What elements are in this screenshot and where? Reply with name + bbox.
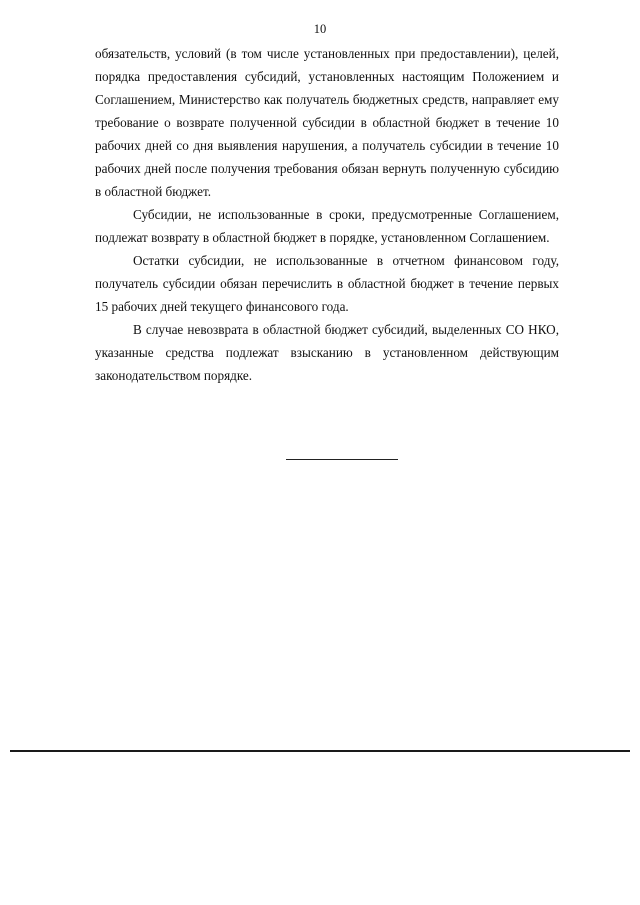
scan-edge-line — [10, 750, 630, 752]
paragraph-non-return: В случае невозврата в областной бюджет субсидий, выделенных СО НКО, указанные средства подлежат взысканию в установленном действующим законодательством порядке. — [95, 322, 559, 383]
paragraph-subsidy-remainders: Остатки субсидии, не использованные в отчетном финансовом году, получатель субсидии обязан перечислить в областной бюджет в течение первых 15 рабочих дней текущего финансового года. — [95, 253, 559, 314]
paragraph-continued: обязательств, условий (в том числе установленных при предоставлении), целей, порядка предоставления субсидий, установленных настоящим Положением и Соглашением, Министерство как получатель бюджетных средств, направляет ему требование о возврате полученной субсидии в областной бюджет в течение 10 рабочих дней со дня выявления нарушения, а получатель субсидии в течение 10 рабочих дней после получения требования обязан вернуть полученную субсидию в областной бюджет. — [95, 46, 559, 199]
page-number: 10 — [313, 22, 327, 36]
document-body — [95, 42, 559, 387]
end-of-text-rule — [286, 459, 398, 460]
paragraph-unused-subsidies: Субсидии, не использованные в сроки, предусмотренные Соглашением, подлежат возврату в областной бюджет в порядке, установленном Соглашением. — [95, 207, 559, 245]
